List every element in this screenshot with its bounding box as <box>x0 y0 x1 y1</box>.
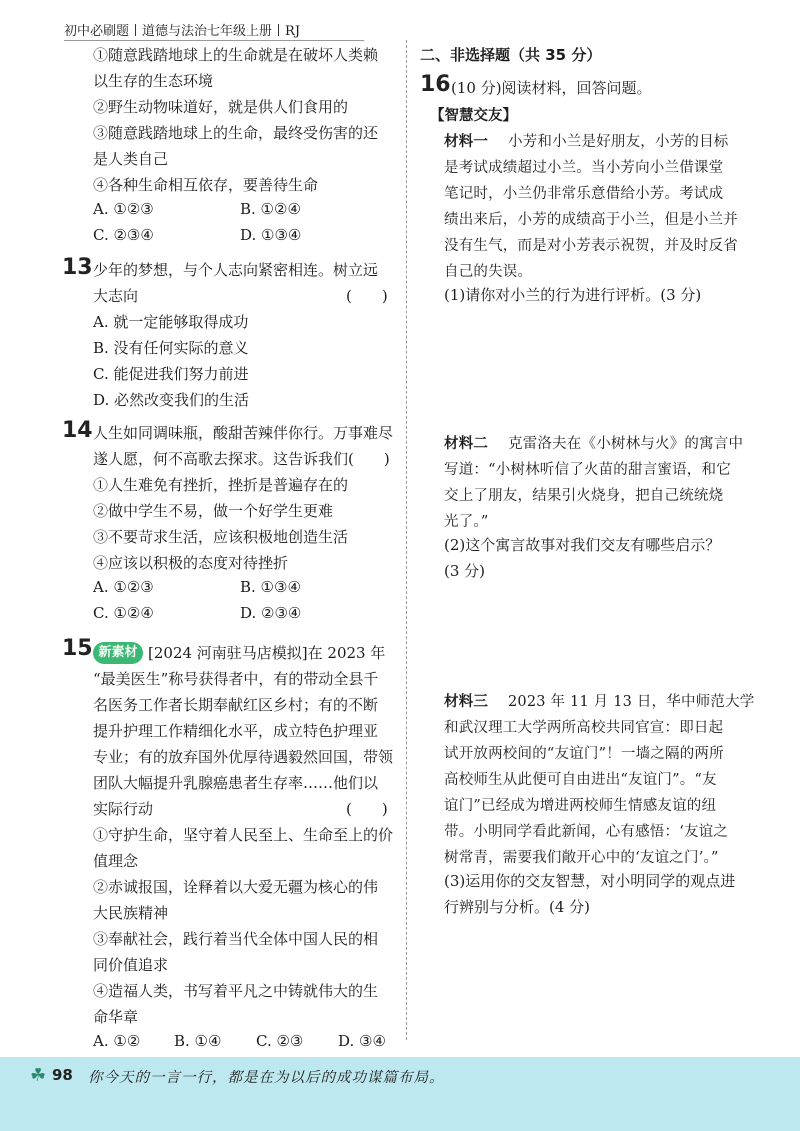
q16-subquestion-2: (2)这个寓言故事对我们交友有哪些启示？ <box>444 536 721 554</box>
q16-subquestion-3: (3)运用你的交友智慧，对小明同学的观点进 <box>444 872 736 890</box>
q15-stem-4: 提升护理工作精细化水平，成立特色护理亚 <box>93 722 379 740</box>
q15-choice-b[interactable]: B. ①④ <box>174 1032 222 1050</box>
q13-choice-c[interactable]: C. 能促进我们努力前进 <box>93 365 249 383</box>
q12-option-3: ③随意践踏地球上的生命，最终受伤害的还 <box>93 124 379 142</box>
q15-stem: [2024 河南驻马店模拟]在 2023 年 <box>148 644 386 662</box>
q15-stem-7: 实际行动 <box>93 800 154 818</box>
q15-option-3-cont: 同价值追求 <box>93 956 169 974</box>
q15-choice-c[interactable]: C. ②③ <box>256 1032 304 1050</box>
q12-option-3-cont: 是人类自己 <box>93 150 169 168</box>
q15-option-2-cont: 大民族精神 <box>93 904 169 922</box>
q12-option-4: ④各种生命相互依存，要善待生命 <box>93 176 319 194</box>
q14-option-3: ③不要苛求生活，应该积极地创造生活 <box>93 528 349 546</box>
q15-stem-2: “最美医生”称号获得者中，有的带动全县千 <box>93 670 379 688</box>
leaf-icon: ☘ <box>30 1065 47 1086</box>
q12-choice-a[interactable]: A. ①②③ <box>93 200 154 218</box>
q14-number: 14 <box>62 418 93 443</box>
edition-code: RJ <box>285 24 301 39</box>
material-3-text: 树常青，需要我们敞开心中的‘友谊之门’。” <box>444 850 719 866</box>
q15-option-2: ②赤诚报国，诠释着以大爱无疆为核心的伟 <box>93 878 379 896</box>
material-1-text: 绩出来后，小芳的成绩高于小兰，但是小兰并 <box>444 212 738 228</box>
q13-choice-a[interactable]: A. 就一定能够取得成功 <box>93 313 249 331</box>
q15-choice-d[interactable]: D. ③④ <box>338 1032 386 1050</box>
q13-answer-blank[interactable]: ( ) <box>346 287 388 305</box>
q13-stem: 少年的梦想，与个人志向紧密相连。树立远 <box>93 261 379 279</box>
q12-choice-c[interactable]: C. ②③④ <box>93 226 154 244</box>
material-1-text: 自己的失误。 <box>444 264 533 280</box>
q15-number: 15 <box>62 636 93 661</box>
q15-option-1: ①守护生命，坚守着人民至上、生命至上的价 <box>93 826 394 844</box>
material-3-text: 带。小明同学看此新闻，心有感悟：‘友谊之 <box>444 824 729 840</box>
q16-stem: (10 分)阅读材料，回答问题。 <box>451 79 652 97</box>
material-3-text: 谊门”已经成为增进两校师生情感友谊的纽 <box>444 798 717 814</box>
q14-option-4: ④应该以积极的态度对待挫折 <box>93 554 289 572</box>
column-divider <box>406 40 407 1040</box>
material-3-label: 材料三 <box>444 694 489 710</box>
q12-option-1-cont: 以生存的生态环境 <box>93 72 214 90</box>
q15-option-1-cont: 值理念 <box>93 852 139 870</box>
footer-motto: 你今天的一言一行，都是在为以后的成功谋篇布局。 <box>88 1070 445 1086</box>
page-number: 98 <box>52 1066 73 1084</box>
q15-stem-5: 专业；有的放弃国外优厚待遇毅然回国，带领 <box>93 748 394 766</box>
q16-subquestion-3-cont: 行辨别与分析。(4 分) <box>444 898 591 916</box>
material-1-text: 笔记时，小兰仍非常乐意借给小芳。考试成 <box>444 186 724 202</box>
material-2-text: 克雷洛夫在《小树林与火》的寓言中 <box>508 436 744 452</box>
material-3-text: 试开放两校间的“友谊门”！一墙之隔的两所 <box>444 746 724 762</box>
q15-option-4: ④造福人类，书写着平凡之中铸就伟大的生 <box>93 982 379 1000</box>
q13-stem-cont: 大志向 <box>93 287 139 305</box>
material-1-text: 是考试成绩超过小兰。当小芳向小兰借课堂 <box>444 160 724 176</box>
q14-choice-b[interactable]: B. ①③④ <box>240 578 301 596</box>
material-3-text: 2023 年 11 月 13 日，华中师范大学 <box>508 694 755 710</box>
q15-option-3: ③奉献社会，践行着当代全体中国人民的相 <box>93 930 379 948</box>
series-name: 初中必刷题 <box>64 24 130 39</box>
q15-stem-6: 团队大幅提升乳腺癌患者生存率……他们以 <box>93 774 379 792</box>
q12-option-1: ①随意践踏地球上的生命就是在破坏人类赖 <box>93 46 379 64</box>
header-separator <box>278 24 279 36</box>
material-3-text: 高校师生从此便可自由进出“友谊门”。“友 <box>444 772 717 788</box>
q12-choice-d[interactable]: D. ①③④ <box>240 226 302 244</box>
q16-number: 16 <box>420 72 451 97</box>
q14-choice-c[interactable]: C. ①②④ <box>93 604 154 622</box>
q14-option-2: ②做中学生不易，做一个好学生更难 <box>93 502 334 520</box>
q12-option-2: ②野生动物味道好，就是供人们食用的 <box>93 98 349 116</box>
page-footer <box>0 1057 800 1131</box>
header-rule <box>64 40 364 41</box>
material-1-text: 小芳和小兰是好朋友，小芳的目标 <box>508 134 729 150</box>
q13-choice-b[interactable]: B. 没有任何实际的意义 <box>93 339 249 357</box>
wisdom-friendship-tag: 【智慧交友】 <box>430 108 517 124</box>
new-material-badge: 新素材 <box>93 642 143 664</box>
q16-subquestion-2-cont: (3 分) <box>444 562 486 580</box>
book-title: 道德与法治七年级上册 <box>142 24 273 39</box>
q13-number: 13 <box>62 255 93 280</box>
q15-stem-3: 名医务工作者长期奉献红区乡村；有的不断 <box>93 696 379 714</box>
q14-choice-a[interactable]: A. ①②③ <box>93 578 154 596</box>
material-1-label: 材料一 <box>444 134 489 150</box>
material-2-text: 交上了朋友，结果引火烧身，把自己统统烧 <box>444 488 724 504</box>
q14-choice-d[interactable]: D. ②③④ <box>240 604 302 622</box>
q14-stem: 人生如同调味瓶，酸甜苦辣伴你行。万事难尽 <box>93 424 394 442</box>
material-2-label: 材料二 <box>444 436 489 452</box>
running-header <box>64 20 300 39</box>
q14-stem-cont: 遂人愿，何不高歌去探求。这告诉我们( ) <box>93 450 390 468</box>
section-title: 二、非选择题（共 35 分） <box>420 46 602 64</box>
q15-choice-a[interactable]: A. ①② <box>93 1032 141 1050</box>
header-separator <box>135 24 136 36</box>
material-2-text: 光了。” <box>444 514 489 530</box>
material-3-text: 和武汉理工大学两所高校共同官宣：即日起 <box>444 720 724 736</box>
q14-option-1: ①人生难免有挫折，挫折是普遍存在的 <box>93 476 349 494</box>
q15-answer-blank[interactable]: ( ) <box>346 800 388 818</box>
material-2-text: 写道：“小树林听信了火苗的甜言蜜语，和它 <box>444 462 731 478</box>
material-1-text: 没有生气，而是对小芳表示祝贺，并及时反省 <box>444 238 738 254</box>
q15-option-4-cont: 命华章 <box>93 1008 139 1026</box>
q16-subquestion-1: (1)请你对小兰的行为进行评析。(3 分) <box>444 286 702 304</box>
q12-choice-b[interactable]: B. ①②④ <box>240 200 301 218</box>
q13-choice-d[interactable]: D. 必然改变我们的生活 <box>93 391 250 409</box>
